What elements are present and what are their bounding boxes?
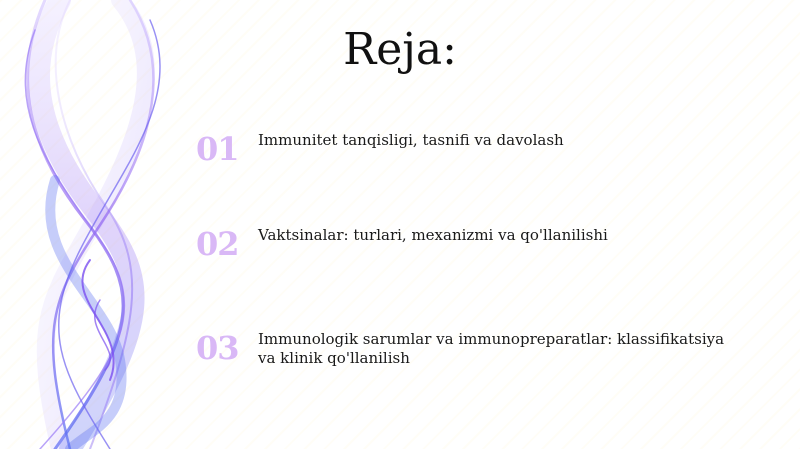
slide-title: Reja:	[343, 24, 457, 75]
agenda-item-3	[196, 330, 756, 368]
item-text: Immunitet tanqisligi, tasnifi va davolash	[258, 131, 564, 149]
agenda-item-2	[196, 226, 756, 262]
item-text: Immunologik sarumlar va immunopreparatlar: klassifikatsiya va klinik qo'llanilish	[258, 330, 725, 367]
item-number: 02	[196, 225, 239, 263]
item-number: 03	[196, 329, 239, 367]
purple-smoke-ribbon	[0, 0, 200, 449]
agenda-item-1	[196, 131, 756, 167]
item-number: 01	[196, 130, 239, 168]
item-text: Vaktsinalar: turlari, mexanizmi va qo'llanilishi	[258, 226, 608, 244]
